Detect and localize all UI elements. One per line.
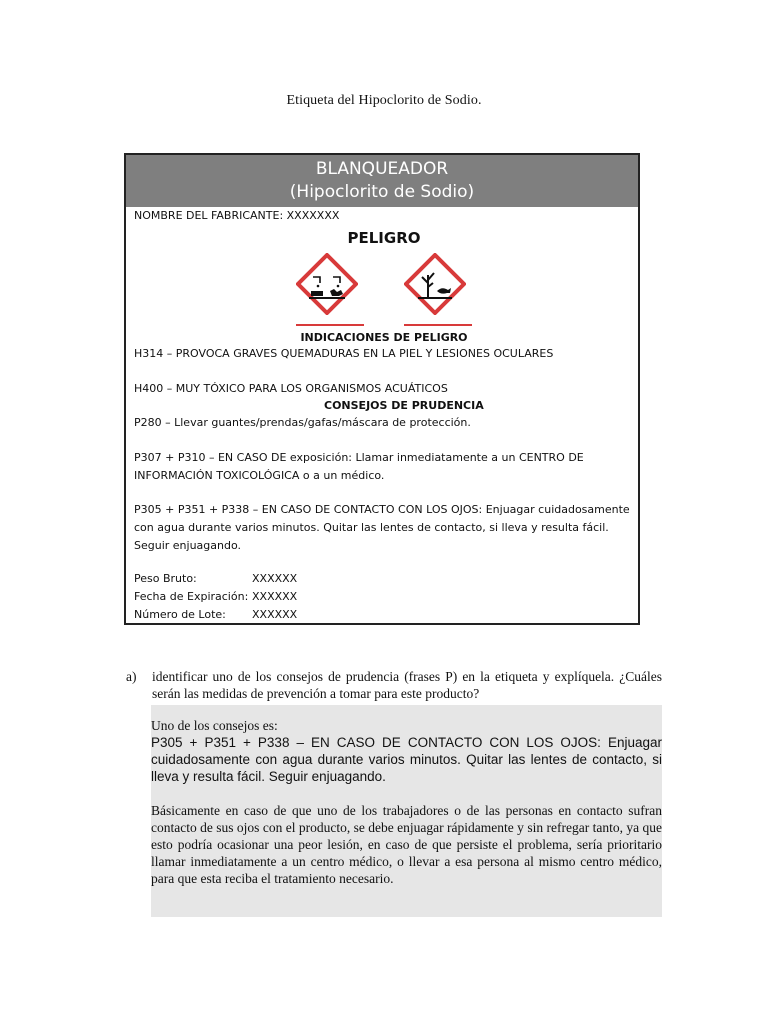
precautionary-statement: P280 – Llevar guantes/prendas/gafas/máscara de protección. <box>134 416 471 429</box>
info-row-lot <box>134 608 297 621</box>
info-value: XXXXXX <box>252 590 298 603</box>
info-value: XXXXXX <box>252 572 298 585</box>
corrosive-icon <box>296 253 358 315</box>
info-value: XXXXXX <box>252 608 298 621</box>
signal-word: PELIGRO <box>347 229 421 247</box>
info-key: Peso Bruto: <box>134 572 197 585</box>
info-row-weight <box>134 572 297 585</box>
precautionary-statement: Seguir enjuagando. <box>134 539 241 552</box>
precautionary-statement: INFORMACIÓN TOXICOLÓGICA o a un médico. <box>134 469 385 482</box>
info-row-expiry <box>134 590 297 603</box>
divider-line <box>296 324 364 326</box>
precautionary-statements-title: CONSEJOS DE PRUDENCIA <box>324 399 484 412</box>
precautionary-statement: con agua durante varios minutos. Quitar las lentes de contacto, si lleva y resulta fácil. <box>134 521 609 534</box>
info-key: Número de Lote: <box>134 608 226 621</box>
label-subtitle: (Hipoclorito de Sodio) <box>289 182 475 202</box>
answer-block <box>151 705 662 917</box>
label-header <box>126 155 638 207</box>
label-title: BLANQUEADOR <box>315 159 449 179</box>
answer-explanation: Básicamente en caso de que uno de los trabajadores o de las personas en contacto sufran contacto de sus ojos con el producto, se debe enjuagar rápidamente y sin refregar tanto, ya que esto podría ocasionar una peor lesión, en caso de que persiste el problema, sería prioritario llamar inmediatamente a un centro médico, o llevar a esa persona al mismo centro médico, para que esta reciba el tratamiento necesario. <box>151 803 662 886</box>
info-key: Fecha de Expiración: <box>134 590 249 603</box>
answer-quote: P305 + P351 + P338 – EN CASO DE CONTACTO CON LOS OJOS: Enjuagar cuidadosamente con agua durante varios minutos. Quitar las lentes de contacto, si lleva y resulta fácil. Seguir enjuagando. <box>151 735 662 784</box>
precautionary-statement: P307 + P310 – EN CASO DE exposición: Llamar inmediatamente a un CENTRO DE <box>134 451 584 464</box>
hazard-statement: H314 – PROVOCA GRAVES QUEMADURAS EN LA PIEL Y LESIONES OCULARES <box>134 347 554 360</box>
question-text: identificar uno de los consejos de prudencia (frases P) en la etiqueta y explíquela. ¿Cuáles serán las medidas de prevención a tomar para este producto? <box>152 669 662 701</box>
environment-hazard-icon <box>404 253 466 315</box>
hazard-label <box>124 153 640 625</box>
manufacturer-name: NOMBRE DEL FABRICANTE: XXXXXXX <box>134 209 340 222</box>
divider-line <box>404 324 472 326</box>
hazard-statements-title: INDICACIONES DE PELIGRO <box>300 331 468 344</box>
hazard-statement: H400 – MUY TÓXICO PARA LOS ORGANISMOS ACUÁTICOS <box>134 382 448 395</box>
list-marker: a) <box>126 669 137 684</box>
precautionary-statement: P305 + P351 + P338 – EN CASO DE CONTACTO CON LOS OJOS: Enjuagar cuidadosamente <box>134 503 630 516</box>
question-block <box>126 668 662 702</box>
document-title: Etiqueta del Hipoclorito de Sodio. <box>286 93 482 108</box>
answer-intro: Uno de los consejos es: <box>151 718 278 733</box>
